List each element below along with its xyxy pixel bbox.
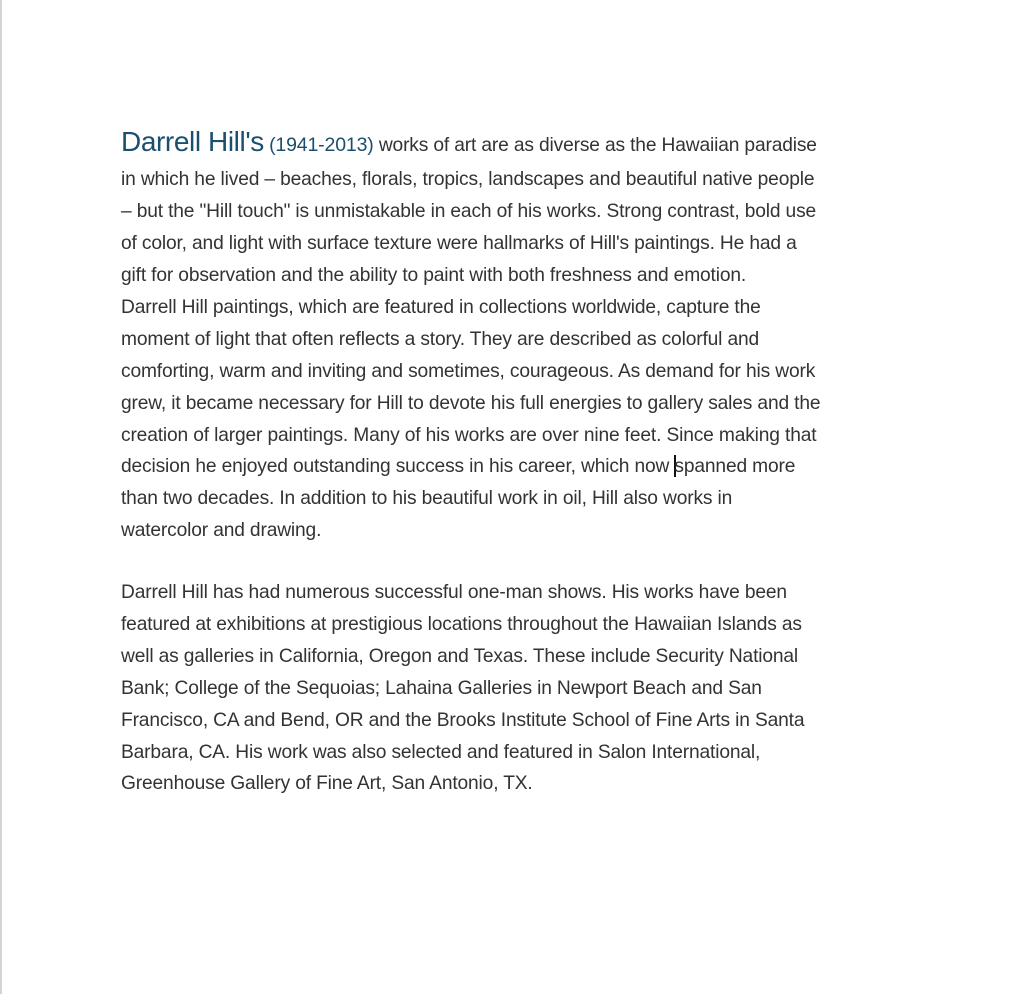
artist-years: (1941-2013) bbox=[269, 134, 374, 156]
paragraph-2-line: Bank; College of the Sequoias; Lahaina Galleries in Newport Beach and San bbox=[121, 678, 762, 699]
paragraph-1-line: gift for observation and the ability to paint with both freshness and emotion. bbox=[121, 265, 747, 286]
paragraph-2-line: featured at exhibitions at prestigious locations throughout the Hawaiian Islands as bbox=[121, 614, 802, 635]
paragraph-1-line: moment of light that often reflects a story. They are described as colorful and bbox=[121, 329, 760, 350]
page-left-border bbox=[0, 0, 2, 994]
paragraph-1-line: creation of larger paintings. Many of his works are over nine feet. Since making that bbox=[121, 425, 817, 446]
paragraph-1-line: than two decades. In addition to his beautiful work in oil, Hill also works in bbox=[121, 488, 733, 509]
paragraph-2-line: well as galleries in California, Oregon and Texas. These include Security National bbox=[121, 646, 799, 667]
line-text-after-cursor: spanned more bbox=[674, 456, 796, 477]
paragraph-1-text: works of art are as diverse as the Hawaiian paradise bbox=[373, 135, 817, 156]
artist-name-heading: Darrell Hill's bbox=[121, 126, 264, 157]
paragraph-2-line: Darrell Hill has had numerous successful one-man shows. His works have been bbox=[121, 582, 787, 603]
paragraph-2-line: Francisco, CA and Bend, OR and the Brooks Institute School of Fine Arts in Santa bbox=[121, 710, 805, 731]
paragraph-1-line-1 bbox=[121, 126, 817, 158]
paragraph-1-line: – but the "Hill touch" is unmistakable in each of his works. Strong contrast, bold use bbox=[121, 201, 817, 222]
line-text-before-cursor: decision he enjoyed outstanding success in his career, which now bbox=[121, 456, 675, 477]
paragraph-1-line bbox=[121, 451, 795, 483]
paragraph-1-line: watercolor and drawing. bbox=[121, 520, 322, 541]
paragraph-2-line: Barbara, CA. His work was also selected and featured in Salon International, bbox=[121, 742, 761, 763]
paragraph-2-line: Greenhouse Gallery of Fine Art, San Antonio, TX. bbox=[121, 773, 533, 794]
paragraph-1-line: Darrell Hill paintings, which are featured in collections worldwide, capture the bbox=[121, 297, 761, 318]
paragraph-1-line: of color, and light with surface texture were hallmarks of Hill's paintings. He had a bbox=[121, 233, 797, 254]
paragraph-1-line: in which he lived – beaches, florals, tropics, landscapes and beautiful native people bbox=[121, 169, 815, 190]
paragraph-1-line: comforting, warm and inviting and sometimes, courageous. As demand for his work bbox=[121, 361, 816, 382]
paragraph-1-line: grew, it became necessary for Hill to devote his full energies to gallery sales and the bbox=[121, 393, 821, 414]
